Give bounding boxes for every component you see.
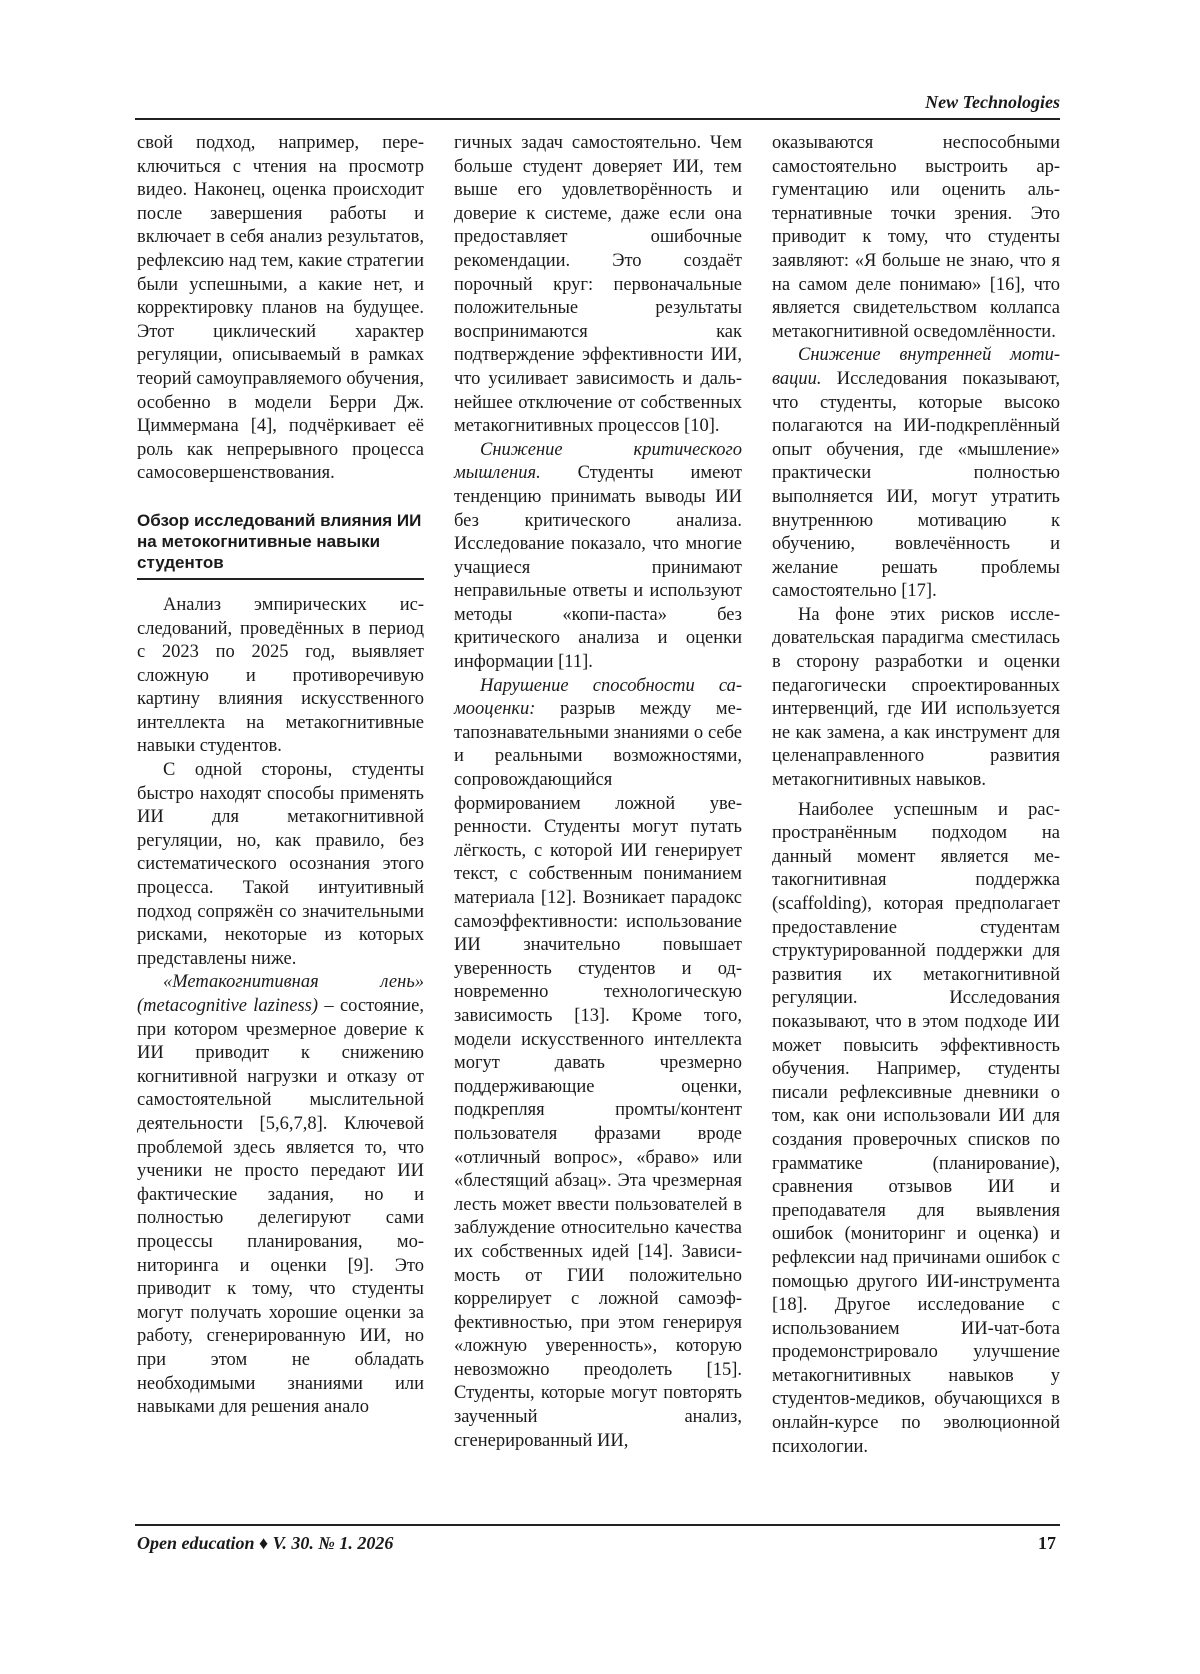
paragraph: Наиболее успешным и распространённым подходом на данный момент является метакогнитивная поддержка (scaffolding), которая предполагает предоставление студентам структурированной поддержки для развития их метакогнитивной регуляции. Исследования показывают, что в этом подходе ИИ может повысить эффективность обучения. Например, студенты писали рефлексивные дневники о том, как они использовали ИИ для создания проверочных списков по грамматике (планирование), сравнения отзывов ИИ и преподавателя для выявления ошибок (мониторинг и оценка) и рефлексии над причинами ошибок с помощью другого ИИ-инструмента [18]. Другое исследование с использованием ИИ-чат-бота продемонстрировало улучшение метакогнитивных навыков у студентов-медиков, обучающихся в онлайн-курсе по эволюционной психологии. [772,799,1060,1457]
paragraph: оказываются неспособными самостоятельно выстроить аргументацию или оценить альтернативные точки зрения. Это приводит к тому, что студенты заявляют: «Я больше не знаю, что я на самом деле понимаю» [16], что является свидетельством коллапса метакогнитивной осведомлённости. [772,133,1060,342]
journal-citation: Open education ♦ V. 30. № 1. 2026 [137,1533,394,1553]
paragraph-text: Студенты имеют тенденцию принимать выводы ИИ без критического анализа. Исследование показало, что многие учащиеся принимают неправильные ответы и используют методы «копи-паста» без критического анализа и оценки информации [11]. [454,463,742,673]
column-3 [772,132,1060,1459]
page-footer [135,1524,1060,1556]
running-head [135,88,1060,120]
paragraph: На фоне этих рисков исследовательская парадигма сместилась в сторону разработки и оценки педагогически спроектированных интервенций, где ИИ используется не как замена, а как инструмент для целенаправленного развития метакогнитивных навыков. [772,604,1060,791]
paragraph: Анализ эмпирических исследований, проведённых в период с 2023 по 2025 год, выявляет сложную и противоречивую картину влияния искусственного интеллекта на метакогнитивные навыки студентов. [137,594,424,757]
paragraph: С одной стороны, студенты быстро находят способы применять ИИ для метакогнитивной регуляции, но, как правило, без систематического осознания этого процесса. Такой интуитивный подход сопряжён со значительными рисками, некоторые из которых представлены ниже. [137,760,424,969]
column-2 [454,132,742,1453]
paragraph [772,344,1060,604]
spacer [137,580,424,594]
paragraph [454,675,742,1454]
italic-term: Снижение внутренней мотивации. [772,345,1060,389]
paragraph-text: – состояние, при котором чрезмерное доверие к ИИ приводит к снижению когнитивной нагрузки и отказу от самостоятельной мыслительной деятельности [5,6,7,8]. Ключевой проблемой здесь является то, что ученики не просто передают ИИ фактические задания, но и полностью делегируют сами процессы планирования, мониторинга и оценки [9]. Это приводит к тому, что студенты могут получать хорошие оценки за работу, сгенерированную ИИ, но при этом не обладать необходимыми знаниями или навыками для решения анало [137,996,424,1418]
italic-term: Снижение критического мышления. [454,439,742,484]
section-title: New Technologies [925,92,1060,112]
paragraph [454,439,742,675]
paragraph: гичных задач самостоятельно. Чем больше студент доверяет ИИ, тем выше его удовлетворённость и доверие к системе, даже если она предоставляет ошибочные рекомендации. Это создаёт порочный круг: первоначальные положительные результаты воспринимаются как подтверждение эффективности ИИ, что усиливает зависимость и дальнейшее отключение от собственных метакогнитивных процессов [10]. [454,133,742,437]
page-number: 17 [1038,1533,1056,1553]
italic-term: «Метакогнитивная лень» (metacognitive laziness) [137,972,424,1016]
italic-term: Нарушение способности самооценки: [454,675,742,720]
paragraph: свой подход, например, переключиться с чтения на просмотр видео. Наконец, оценка происходит после завершения работы и включает в себя анализ результатов, рефлексию над тем, какие стратегии были успешными, а какие нет, и корректировку планов на будущее. Этот циклический характер регуляции, описываемый в рамках теорий самоуправляемого обучения, особенно в модели Берри Дж. Циммермана [4], подчёркивает её роль как непрерывного процесса самосовершенствования. [137,133,424,484]
paragraph-text: Исследования показывают, что студенты, которые высоко полагаются на ИИ-подкреплённый опыт обучения, где «мышление» практически полностью выполняется ИИ, могут утратить внутреннюю мотивацию к обучению, вовлечённость и желание решать проблемы самостоятельно [17]. [772,368,1060,602]
paragraph [137,971,424,1419]
column-1 [137,132,424,1420]
section-heading: Обзор исследований влияния ИИ на метокогнитивные навыки студентов [137,510,424,580]
paragraph-text: разрыв между метапознавательными знаниями о себе и реальными возможностями, сопровождающийся формированием ложной уверенности. Студенты могут путать лёгкость, с которой ИИ генерирует текст, с собственным пониманием материала [12]. Возникает парадокс самоэффективности: использование ИИ значительно повышает уверенность студентов и одновременно технологическую зависимость [13]. Кроме того, модели искусственного интеллекта могут давать чрезмерно поддерживающие оценки, подкрепляя промты/контент пользователя фразами вроде «отличный вопрос», «браво» или «блестящий абзац». Эта чрезмерная лесть может ввести пользователей в заблуждение относительно качества их собственных идей [14]. Зависимость от ГИИ положительно коррелирует с ложной самоэффективностью, при этом генерируя «ложную уверенность», которую невозможно преодолеть [15]. Студенты, которые могут повторять заученный анализ, сгенерированный ИИ, [454,699,742,1451]
